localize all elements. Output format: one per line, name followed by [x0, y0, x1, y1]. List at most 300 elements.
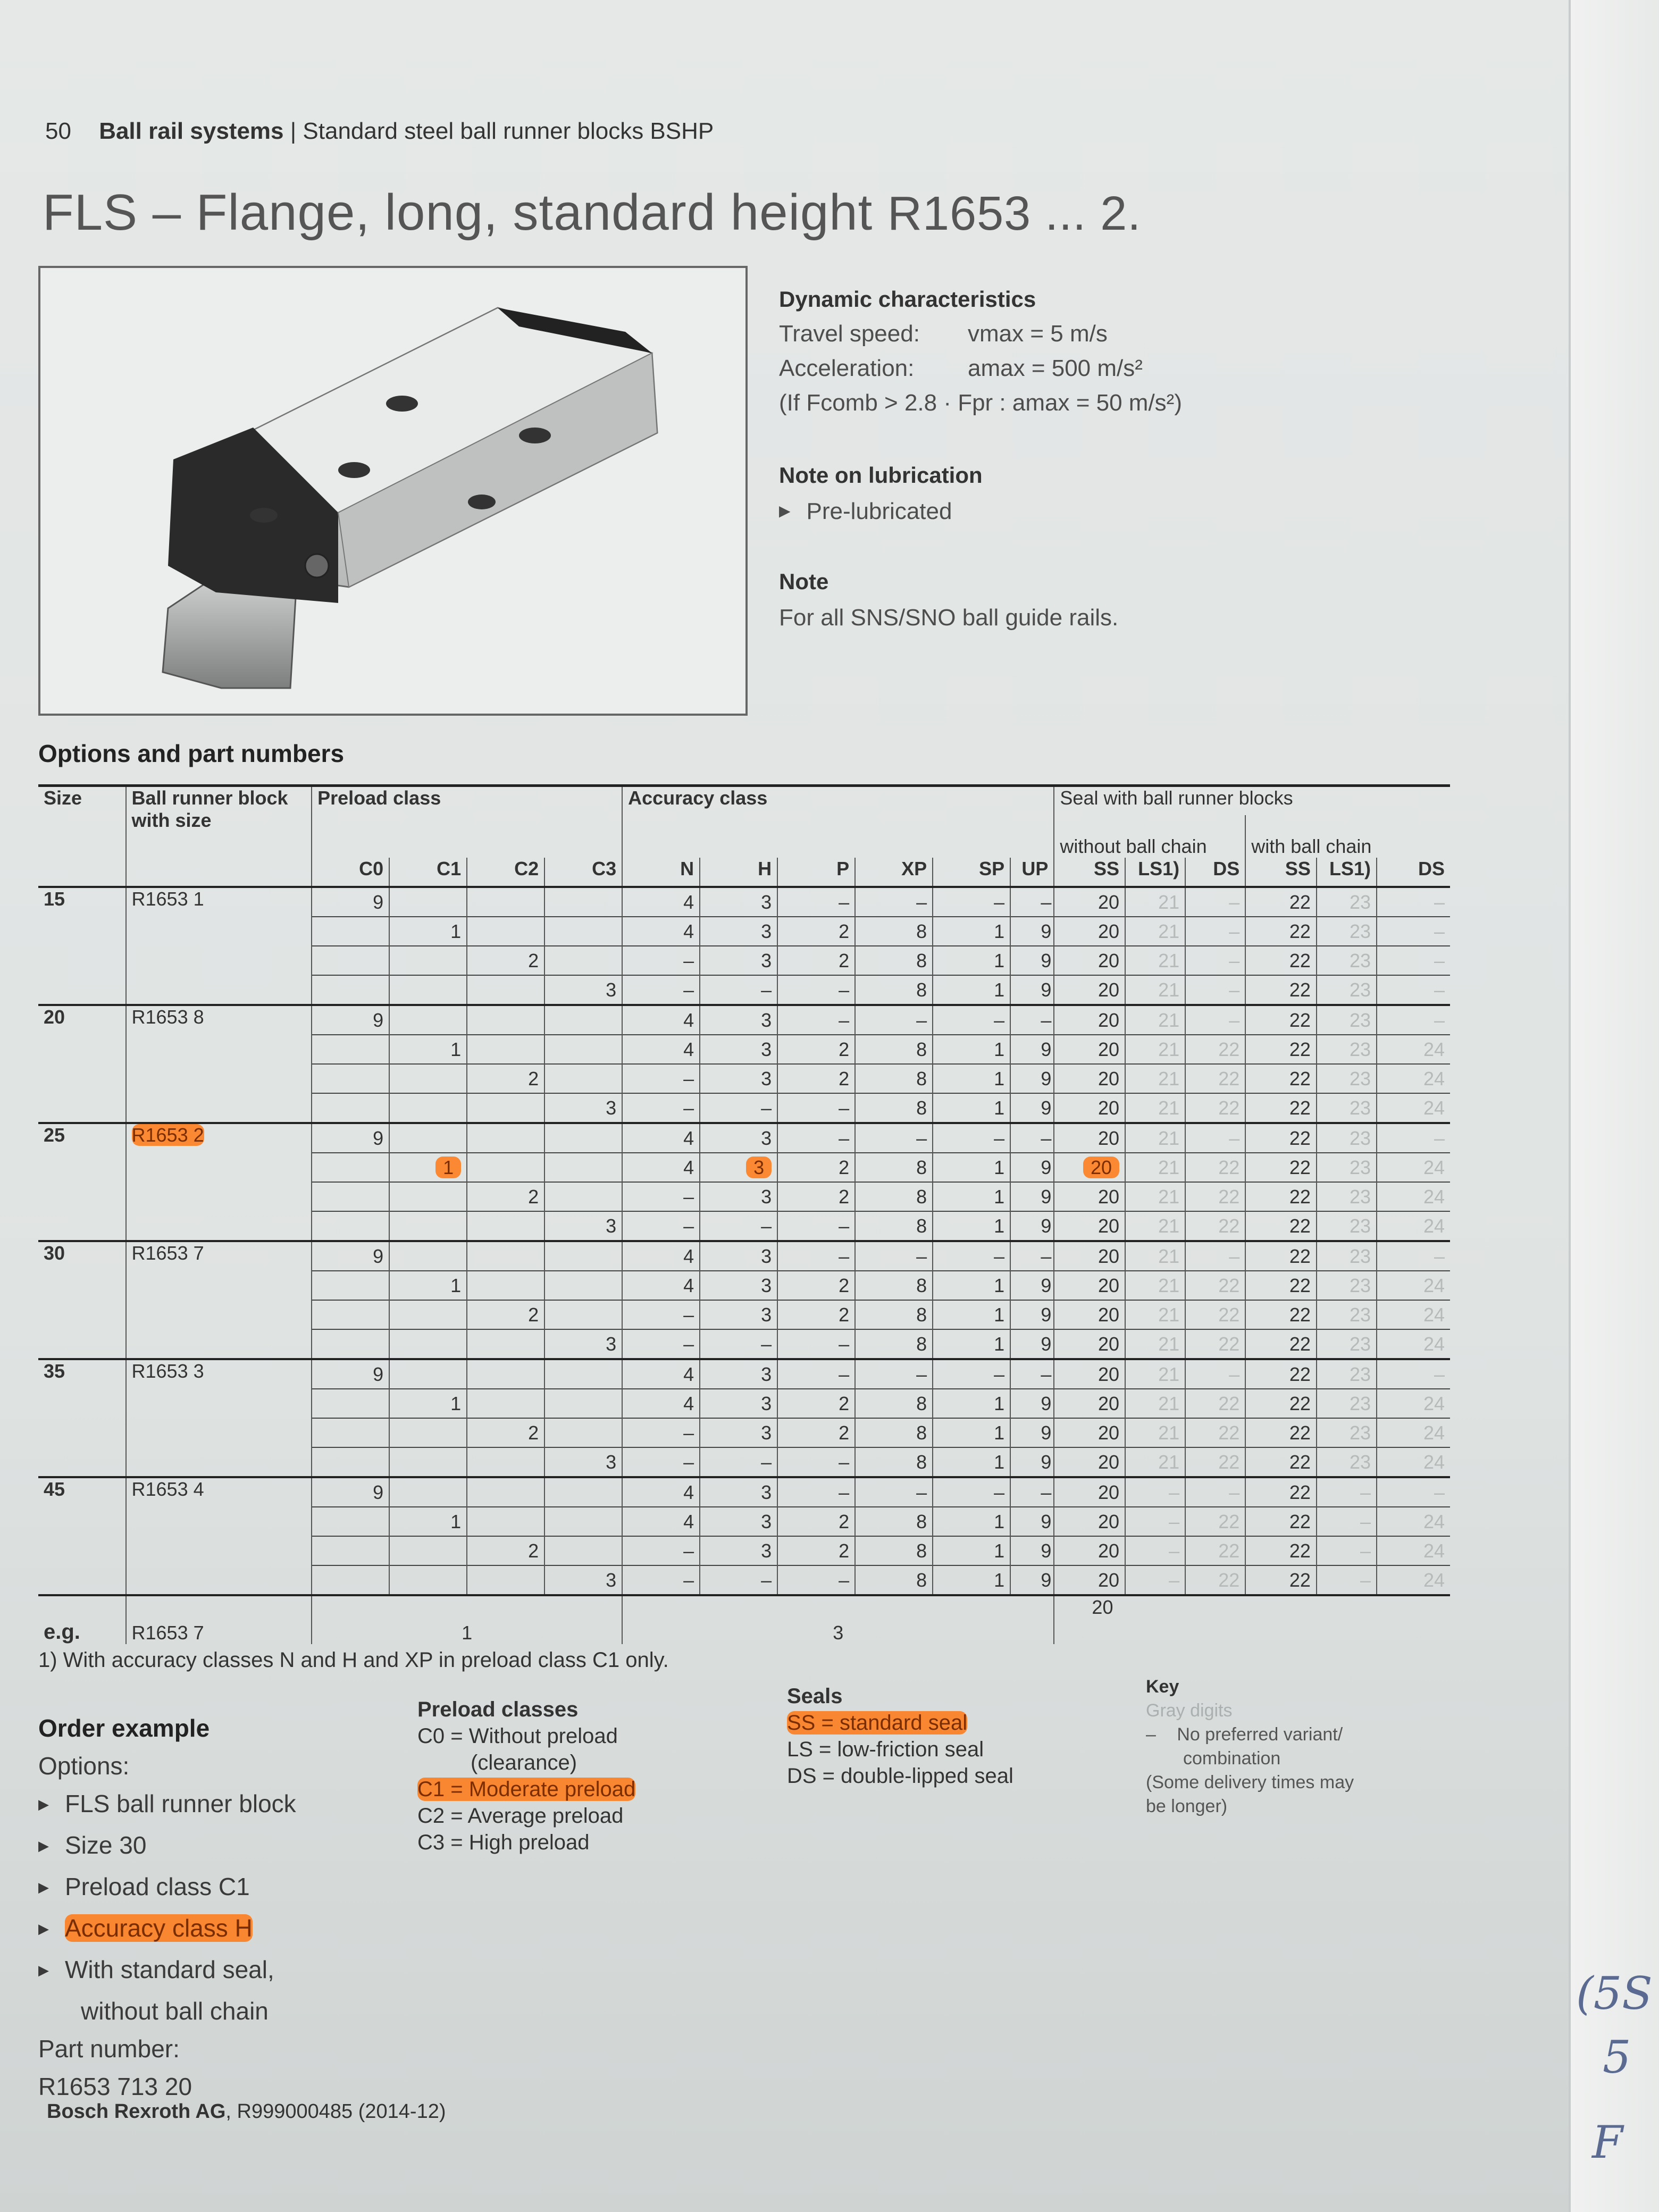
cell-value: 3 — [761, 1481, 772, 1503]
cell-value: 20 — [1098, 1067, 1120, 1090]
cell-value: 3 — [746, 1157, 772, 1178]
table-cell — [933, 887, 1010, 917]
cell-value: 22 — [1289, 1274, 1311, 1296]
table-cell — [312, 1093, 389, 1123]
column-header: C3 — [544, 858, 622, 887]
cell-value: – — [1360, 1481, 1371, 1503]
table-cell — [467, 1536, 544, 1565]
block-cell — [126, 1005, 312, 1123]
column-header: H — [700, 858, 777, 887]
cell-value: – — [1169, 1539, 1180, 1562]
table-cell — [1245, 917, 1317, 946]
cell-value: 9 — [1041, 1274, 1052, 1296]
size-cell: 20 — [38, 1005, 126, 1123]
cell-value: 21 — [1158, 1421, 1180, 1444]
table-cell — [1010, 1211, 1054, 1241]
table-cell — [1125, 1536, 1185, 1565]
cell-value: – — [761, 1214, 772, 1237]
cell-value: 23 — [1349, 1274, 1371, 1296]
table-cell — [1010, 1271, 1054, 1300]
table-cell — [622, 975, 700, 1005]
table-cell — [1054, 1565, 1125, 1595]
table-cell — [1010, 1093, 1054, 1123]
cell-value: 8 — [916, 1185, 927, 1208]
cell-value: – — [1434, 920, 1445, 942]
cell-value: 20 — [1098, 1539, 1120, 1562]
cell-value: 23 — [1349, 891, 1371, 913]
cell-value: 24 — [1423, 1421, 1445, 1444]
travel-speed-value: vmax = 5 m/s — [968, 321, 1108, 347]
cell-value: 23 — [1349, 1067, 1371, 1090]
table-cell — [1010, 1536, 1054, 1565]
table-cell — [1317, 1507, 1377, 1536]
table-cell — [1010, 1329, 1054, 1359]
size-cell: 45 — [38, 1477, 126, 1595]
cell-value: 20 — [1098, 978, 1120, 1001]
cell-value: 9 — [1041, 1096, 1052, 1119]
note-text: For all SNS/SNO ball guide rails. — [779, 605, 1119, 631]
table-cell — [933, 1447, 1010, 1477]
table-cell — [1377, 1123, 1450, 1153]
seal-ds: DS = double-lipped seal — [787, 1764, 1013, 1788]
cell-value: 3 — [761, 1363, 772, 1385]
product-image — [38, 266, 748, 716]
table-cell — [933, 1300, 1010, 1329]
table-cell — [1317, 1300, 1377, 1329]
order-heading: Order example — [38, 1714, 210, 1742]
table-cell — [855, 1005, 933, 1035]
table-cell — [312, 1064, 389, 1093]
order-item: ▶ With standard seal, — [38, 1951, 296, 1992]
block-part-number: R1653 8 — [131, 1006, 204, 1028]
cell-value: 23 — [1349, 1185, 1371, 1208]
table-cell — [1317, 1329, 1377, 1359]
cell-value: 20 — [1098, 949, 1120, 971]
table-cell — [622, 1565, 700, 1595]
table-cell — [855, 946, 933, 975]
cell-value: 20 — [1098, 1481, 1120, 1503]
block-cell — [126, 1123, 312, 1241]
size-cell: 25 — [38, 1123, 126, 1241]
table-cell — [467, 1329, 544, 1359]
table-cell — [1185, 1418, 1245, 1447]
table-cell — [467, 887, 544, 917]
table-cell — [1125, 975, 1185, 1005]
cell-value: 4 — [683, 1274, 694, 1296]
cell-value: – — [839, 1245, 850, 1267]
block-cell — [126, 1359, 312, 1477]
cell-value: 9 — [1041, 1156, 1052, 1178]
cell-value: 23 — [1349, 949, 1371, 971]
table-cell — [544, 1153, 622, 1182]
table-cell — [389, 1418, 467, 1447]
table-cell — [933, 975, 1010, 1005]
cell-value: 24 — [1423, 1569, 1445, 1591]
table-cell — [1245, 1064, 1317, 1093]
table-cell — [389, 1536, 467, 1565]
block-part-number: R1653 3 — [131, 1360, 204, 1382]
cell-value: 22 — [1289, 1392, 1311, 1414]
subsection-title: | Standard steel ball runner blocks BSHP — [283, 118, 714, 144]
table-cell — [1185, 1329, 1245, 1359]
cell-value: 20 — [1098, 1009, 1120, 1031]
cell-value: 1 — [994, 1067, 1005, 1090]
table-cell — [622, 1477, 700, 1507]
cell-value: 3 — [606, 1333, 617, 1355]
cell-value: 21 — [1158, 1127, 1180, 1149]
table-cell — [1377, 1447, 1450, 1477]
cell-value: 22 — [1289, 949, 1311, 971]
example-label: e.g. — [38, 1595, 126, 1644]
lubrication-note — [779, 457, 983, 532]
table-cell — [777, 1064, 855, 1093]
table-cell — [1125, 1153, 1185, 1182]
table-cell — [1185, 1182, 1245, 1211]
table-cell — [1317, 1271, 1377, 1300]
table-cell — [1185, 1035, 1245, 1064]
dynamic-heading: Dynamic characteristics — [779, 287, 1036, 312]
block-part-number: R1653 4 — [131, 1478, 204, 1500]
part-number: R1653 713 20 — [38, 2073, 192, 2100]
cell-value: 23 — [1349, 1392, 1371, 1414]
table-cell — [1377, 946, 1450, 975]
table-cell — [312, 946, 389, 975]
table-cell — [1377, 1329, 1450, 1359]
table-cell — [700, 1271, 777, 1300]
cell-value: 8 — [916, 1303, 927, 1326]
table-cell — [1377, 1565, 1450, 1595]
table-cell — [933, 1329, 1010, 1359]
cell-value: 1 — [450, 1392, 462, 1414]
cell-value: 3 — [761, 1067, 772, 1090]
table-cell — [933, 1565, 1010, 1595]
cell-value: – — [916, 1481, 927, 1503]
size-cell: 35 — [38, 1359, 126, 1477]
cell-value: 21 — [1158, 891, 1180, 913]
cell-value: 22 — [1289, 1569, 1311, 1591]
cell-value: 4 — [683, 1156, 694, 1178]
table-cell — [622, 1211, 700, 1241]
table-cell — [933, 1271, 1010, 1300]
cell-value: 3 — [761, 1539, 772, 1562]
cell-value: 2 — [839, 1421, 850, 1444]
table-cell — [1010, 1064, 1054, 1093]
cell-value: 1 — [994, 920, 1005, 942]
handwriting-a: (5S — [1576, 1967, 1653, 2020]
cell-value: – — [1041, 1245, 1052, 1267]
cell-value: 9 — [373, 1009, 384, 1031]
cell-value: 3 — [761, 1421, 772, 1444]
cell-value: 24 — [1423, 1539, 1445, 1562]
cell-value: 24 — [1423, 1510, 1445, 1532]
cell-value: 22 — [1289, 1333, 1311, 1355]
cell-value: 8 — [916, 1096, 927, 1119]
column-header: XP — [855, 858, 933, 887]
cell-value: 4 — [683, 1245, 694, 1267]
table-cell — [467, 1035, 544, 1064]
cell-value: 9 — [1041, 1451, 1052, 1473]
table-cell — [1010, 1035, 1054, 1064]
section-title: Ball rail systems — [99, 118, 284, 144]
cell-value: 9 — [1041, 1539, 1052, 1562]
table-cell — [1317, 1093, 1377, 1123]
cell-value: 3 — [761, 1274, 772, 1296]
table-cell — [1317, 1211, 1377, 1241]
table-cell — [777, 1477, 855, 1507]
cell-value: 1 — [994, 1392, 1005, 1414]
column-header: LS1) — [1125, 858, 1185, 887]
cell-value: 8 — [916, 1214, 927, 1237]
table-cell — [389, 1064, 467, 1093]
table-cell — [933, 1211, 1010, 1241]
cell-value: 8 — [916, 1038, 927, 1060]
cell-value: 20 — [1098, 1245, 1120, 1267]
table-cell — [389, 1211, 467, 1241]
table-cell — [1010, 1123, 1054, 1153]
table-cell — [855, 1064, 933, 1093]
column-header: DS — [1377, 858, 1450, 887]
table-cell — [1125, 1064, 1185, 1093]
table-cell — [312, 1123, 389, 1153]
table-cell — [1010, 1418, 1054, 1447]
cell-value: 2 — [839, 1392, 850, 1414]
cell-value: – — [839, 978, 850, 1001]
table-cell — [1054, 1064, 1125, 1093]
table-cell — [1245, 1182, 1317, 1211]
cell-value: 20 — [1098, 1185, 1120, 1208]
cell-value: – — [683, 1096, 694, 1119]
cell-value: 8 — [916, 1333, 927, 1355]
table-cell — [1317, 1536, 1377, 1565]
table-cell — [777, 1123, 855, 1153]
cell-value: – — [994, 1363, 1005, 1385]
cell-value: – — [1041, 1363, 1052, 1385]
column-header: LS1) — [1317, 858, 1377, 887]
table-cell — [544, 1182, 622, 1211]
table-cell — [1245, 1359, 1317, 1389]
table-cell — [389, 1153, 467, 1182]
table-cell — [855, 1418, 933, 1447]
cell-value: 9 — [1041, 1510, 1052, 1532]
header-preload: Preload class — [312, 786, 622, 816]
cell-value: 1 — [994, 1510, 1005, 1532]
table-cell — [467, 1182, 544, 1211]
header-size: Size — [38, 786, 126, 858]
table-cell — [467, 1241, 544, 1271]
cell-value: 2 — [528, 1539, 539, 1562]
cell-value: 22 — [1218, 1333, 1240, 1355]
cell-value: 21 — [1158, 1156, 1180, 1178]
column-header: DS — [1185, 858, 1245, 887]
table-cell — [312, 1035, 389, 1064]
table-cell — [1010, 1507, 1054, 1536]
table-cell — [1245, 1507, 1317, 1536]
table-cell — [1317, 1359, 1377, 1389]
cell-value: 22 — [1218, 1392, 1240, 1414]
column-header: UP — [1010, 858, 1054, 887]
table-cell — [1010, 1359, 1054, 1389]
table-cell — [467, 1300, 544, 1329]
table-cell — [544, 1389, 622, 1418]
table-cell — [1185, 1300, 1245, 1329]
example-block: R1653 7 — [126, 1595, 312, 1644]
cell-value: 20 — [1098, 1274, 1120, 1296]
table-cell — [622, 1093, 700, 1123]
cell-value: 22 — [1289, 1363, 1311, 1385]
cell-value: – — [916, 1363, 927, 1385]
cell-value: 24 — [1423, 1038, 1445, 1060]
cell-value: – — [1169, 1569, 1180, 1591]
table-cell — [544, 1093, 622, 1123]
cell-value: 22 — [1218, 1067, 1240, 1090]
cell-value: 20 — [1098, 1127, 1120, 1149]
order-options-list — [38, 1785, 296, 1992]
table-cell — [777, 1389, 855, 1418]
table-cell — [467, 946, 544, 975]
table-cell — [1125, 1389, 1185, 1418]
cell-value: 9 — [1041, 1333, 1052, 1355]
order-item-highlighted — [38, 1909, 296, 1951]
acceleration-condition: (If Fcomb > 2.8 · Fpr : amax = 50 m/s²) — [779, 390, 1182, 416]
table-cell — [700, 1153, 777, 1182]
cell-value: 9 — [1041, 1185, 1052, 1208]
table-cell — [467, 1271, 544, 1300]
table-cell — [467, 1153, 544, 1182]
table-cell — [777, 1241, 855, 1271]
cell-value: – — [683, 1569, 694, 1591]
table-cell — [1185, 1005, 1245, 1035]
table-cell — [312, 1329, 389, 1359]
table-cell — [777, 1153, 855, 1182]
cell-value: 9 — [373, 1363, 384, 1385]
cell-value: 23 — [1349, 1245, 1371, 1267]
table-cell — [622, 1507, 700, 1536]
table-cell — [777, 1359, 855, 1389]
table-cell — [1317, 975, 1377, 1005]
table-cell — [389, 1447, 467, 1477]
cell-value: 22 — [1289, 1245, 1311, 1267]
part-number-label: Part number: — [38, 2035, 180, 2063]
table-cell — [700, 1477, 777, 1507]
table-cell — [933, 1005, 1010, 1035]
table-cell — [1185, 1211, 1245, 1241]
key-gray-digits: Gray digits — [1146, 1700, 1233, 1721]
cell-value: 1 — [450, 1274, 462, 1296]
cell-value: 22 — [1289, 1067, 1311, 1090]
cell-value: 21 — [1158, 949, 1180, 971]
table-cell — [1245, 1389, 1317, 1418]
cell-value: 22 — [1289, 1451, 1311, 1473]
table-cell — [1010, 1389, 1054, 1418]
table-cell — [933, 1389, 1010, 1418]
table-cell — [1054, 1182, 1125, 1211]
cell-value: 22 — [1289, 1303, 1311, 1326]
cell-value: 21 — [1158, 1363, 1180, 1385]
cell-value: 2 — [839, 1185, 850, 1208]
cell-value: – — [1434, 949, 1445, 971]
cell-value: – — [1434, 1009, 1445, 1031]
cell-value: – — [1041, 1481, 1052, 1503]
table-cell — [1010, 1565, 1054, 1595]
table-cell — [855, 1507, 933, 1536]
table-cell — [467, 1359, 544, 1389]
header-seal: Seal with ball runner blocks — [1054, 786, 1450, 816]
cell-value: 22 — [1218, 1096, 1240, 1119]
table-cell — [1185, 1241, 1245, 1271]
size-cell: 30 — [38, 1241, 126, 1359]
table-cell — [1054, 1359, 1125, 1389]
column-header: SS — [1245, 858, 1317, 887]
table-cell — [389, 1329, 467, 1359]
cell-value: 9 — [1041, 1569, 1052, 1591]
cell-value: 21 — [1158, 1451, 1180, 1473]
table-cell — [777, 1329, 855, 1359]
table-cell — [389, 946, 467, 975]
header-without-chain: without ball chain — [1054, 815, 1245, 858]
table-cell — [389, 1241, 467, 1271]
table-cell — [1377, 1093, 1450, 1123]
cell-value: 1 — [994, 1096, 1005, 1119]
column-header: C2 — [467, 858, 544, 887]
table-cell — [1377, 1211, 1450, 1241]
cell-value: – — [839, 1096, 850, 1119]
cell-value: – — [839, 1569, 850, 1591]
cell-value: – — [839, 1451, 850, 1473]
cell-value: – — [1229, 1363, 1240, 1385]
table-cell — [544, 1064, 622, 1093]
cell-value: 1 — [994, 1333, 1005, 1355]
cell-value: 21 — [1158, 1185, 1180, 1208]
table-cell — [1185, 887, 1245, 917]
table-cell — [1010, 1005, 1054, 1035]
table-cell — [312, 1271, 389, 1300]
table-cell — [1317, 1182, 1377, 1211]
footer-doc: , R999000485 (2014-12) — [225, 2100, 446, 2123]
table-cell — [544, 1300, 622, 1329]
table-cell — [622, 1241, 700, 1271]
table-cell — [389, 1477, 467, 1507]
table-cell — [933, 1241, 1010, 1271]
table-cell — [1125, 1565, 1185, 1595]
table-cell — [1185, 1153, 1245, 1182]
cell-value: 4 — [683, 920, 694, 942]
cell-value: 23 — [1349, 1303, 1371, 1326]
table-cell — [1317, 1035, 1377, 1064]
table-cell — [1010, 1241, 1054, 1271]
table-cell — [777, 1035, 855, 1064]
table-cell — [1245, 1418, 1317, 1447]
table-cell — [855, 887, 933, 917]
table-cell — [622, 917, 700, 946]
table-cell — [855, 1182, 933, 1211]
table-cell — [1377, 1389, 1450, 1418]
cell-value: – — [1229, 978, 1240, 1001]
cell-value: – — [1360, 1569, 1371, 1591]
cell-value: 3 — [606, 1451, 617, 1473]
table-cell — [467, 1418, 544, 1447]
cell-value: 22 — [1218, 1156, 1240, 1178]
cell-value: 23 — [1349, 1096, 1371, 1119]
table-cell — [1245, 975, 1317, 1005]
cell-value: 8 — [916, 1539, 927, 1562]
table-cell — [1377, 1035, 1450, 1064]
table-cell — [1377, 1153, 1450, 1182]
table-cell — [1054, 1005, 1125, 1035]
table-cell — [1377, 1536, 1450, 1565]
table-cell — [1125, 1182, 1185, 1211]
page-footer — [47, 2100, 446, 2123]
table-cell — [855, 1536, 933, 1565]
